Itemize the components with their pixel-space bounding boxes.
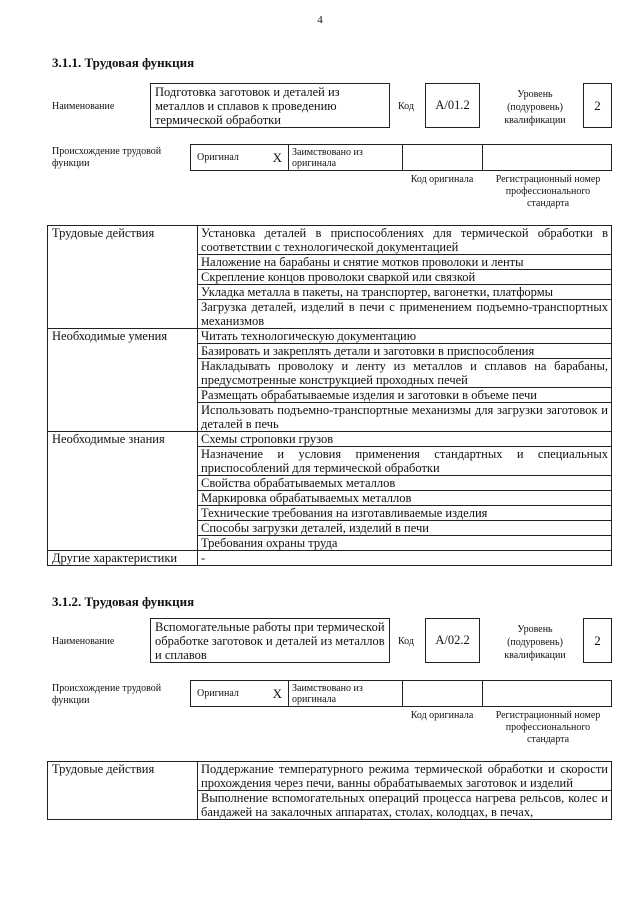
code-original-caption: Код оригинала <box>410 174 474 185</box>
table-row <box>48 226 612 255</box>
original-label: Оригинал <box>197 688 239 699</box>
table-row <box>48 432 612 447</box>
item-cell: Свойства обрабатываемых металлов <box>198 476 612 491</box>
reg-number-caption: Регистрационный номер профессионального стандарта <box>495 710 601 745</box>
item-cell: Схемы строповки грузов <box>198 432 612 447</box>
qualification-level-box: 2 <box>583 83 612 128</box>
item-cell: Загрузка деталей, изделий в печи с применением подъемно-транспортных механизмов <box>198 300 612 329</box>
reg-number-cell <box>483 681 611 706</box>
item-cell: Базировать и закреплять детали и заготовки в приспособления <box>198 344 612 359</box>
category-cell: Необходимые знания <box>48 432 198 551</box>
section-title: 3.1.2. Трудовая функция <box>52 594 195 609</box>
page-number: 4 <box>317 14 323 26</box>
code-original-caption: Код оригинала <box>410 710 474 721</box>
origin-label: Происхождение трудовой функции <box>52 683 162 706</box>
origin-label: Происхождение трудовой функции <box>52 146 162 169</box>
original-label: Оригинал <box>197 152 239 163</box>
original-mark: X <box>272 686 282 701</box>
name-label: Наименование <box>52 101 115 112</box>
item-cell: Способы загрузки деталей, изделий в печи <box>198 521 612 536</box>
item-cell: Скрепление концов проволоки сваркой или связкой <box>198 270 612 285</box>
category-cell: Другие характеристики <box>48 551 198 566</box>
code-label: Код <box>398 636 414 647</box>
item-cell: Выполнение вспомогательных операций процесса нагрева рельсов, колес и бандажей на закалочных аппаратах, столах, колодцах, в печах, <box>198 791 612 820</box>
section-title: 3.1.1. Трудовая функция <box>52 55 195 70</box>
code-original-cell <box>403 145 483 170</box>
original-cell <box>191 145 289 170</box>
item-cell: Технические требования на изготавливаемые изделия <box>198 506 612 521</box>
item-cell: Поддержание температурного режима термической обработки и скорости прохождения через печи, ванны обрабатываемых заготовок и изделий <box>198 762 612 791</box>
table-row <box>48 762 612 791</box>
item-cell: Накладывать проволоку и ленту из металлов и сплавов на барабаны, предусмотренные конструкцией проходных печей <box>198 359 612 388</box>
function-table <box>47 761 612 820</box>
function-table <box>47 225 612 566</box>
borrowed-cell: Заимствовано из оригинала <box>289 681 403 706</box>
function-name-box: Подготовка заготовок и деталей из металлов и сплавов к проведению термической обработки <box>150 83 390 128</box>
item-cell: Укладка металла в пакеты, на транспортер, вагонетки, платформы <box>198 285 612 300</box>
table-row <box>48 329 612 344</box>
item-cell: Наложение на барабаны и снятие мотков проволоки и ленты <box>198 255 612 270</box>
item-cell: Назначение и условия применения стандартных и специальных приспособлений для термической обработки <box>198 447 612 476</box>
item-cell: Маркировка обрабатываемых металлов <box>198 491 612 506</box>
original-cell <box>191 681 289 706</box>
table-row <box>48 551 612 566</box>
origin-row <box>190 680 612 707</box>
qualification-level-label: Уровень (подуровень) квалификации <box>504 624 566 661</box>
qualification-level-label: Уровень (подуровень) квалификации <box>504 89 566 126</box>
item-cell: Использовать подъемно-транспортные механизмы для загрузки заготовок и деталей в печь <box>198 403 612 432</box>
qualification-level-box: 2 <box>583 618 612 663</box>
item-cell: - <box>198 551 612 566</box>
borrowed-cell: Заимствовано из оригинала <box>289 145 403 170</box>
function-code-box: А/02.2 <box>425 618 480 663</box>
category-cell: Трудовые действия <box>48 762 198 820</box>
function-name-box: Вспомогательные работы при термической обработке заготовок и деталей из металлов и сплавов <box>150 618 390 663</box>
name-label: Наименование <box>52 636 115 647</box>
reg-number-caption: Регистрационный номер профессионального стандарта <box>495 174 601 209</box>
item-cell: Установка деталей в приспособлениях для термической обработки в соответствии с технологической документацией <box>198 226 612 255</box>
code-original-cell <box>403 681 483 706</box>
original-mark: X <box>272 150 282 165</box>
item-cell: Требования охраны труда <box>198 536 612 551</box>
category-cell: Необходимые умения <box>48 329 198 432</box>
origin-row <box>190 144 612 171</box>
code-label: Код <box>398 101 414 112</box>
function-code-box: А/01.2 <box>425 83 480 128</box>
item-cell: Читать технологическую документацию <box>198 329 612 344</box>
category-cell: Трудовые действия <box>48 226 198 329</box>
reg-number-cell <box>483 145 611 170</box>
item-cell: Размещать обрабатываемые изделия и заготовки в объеме печи <box>198 388 612 403</box>
